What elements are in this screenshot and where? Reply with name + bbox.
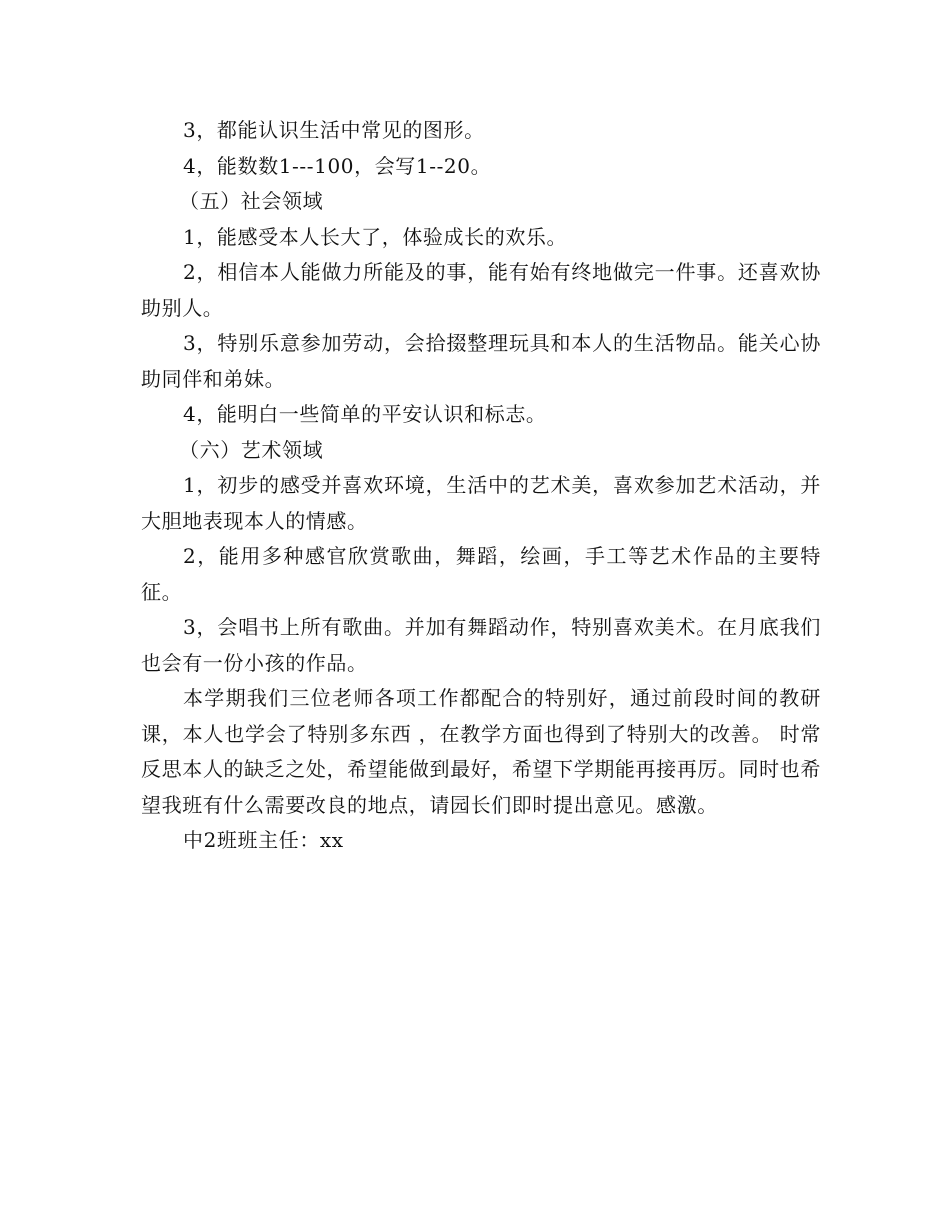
art-item-3: 3，会唱书上所有歌曲。并加有舞蹈动作，特别喜欢美术。在月底我们也会有一份小孩的作品。 xyxy=(141,615,821,675)
section-heading-art: （六）艺术领域 xyxy=(179,437,324,462)
signature-line: 中2班班主任：xx xyxy=(183,828,344,852)
social-item-2: 2，相信本人能做力所能及的事，能有始有终地做完一件事。还喜欢协助别人。 xyxy=(141,260,821,320)
math-item-3: 3，都能认识生活中常见的图形。 xyxy=(183,118,485,142)
social-item-4: 4，能明白一些简单的平安认识和标志。 xyxy=(183,402,547,426)
social-item-1: 1，能感受本人长大了，体验成长的欢乐。 xyxy=(183,224,568,249)
social-item-3: 3，特别乐意参加劳动，会拾掇整理玩具和本人的生活物品。能关心协助同伴和弟妹。 xyxy=(141,331,821,391)
math-item-4: 4，能数数1---100，会写1--20。 xyxy=(183,153,492,178)
section-heading-social: （五）社会领域 xyxy=(179,189,324,213)
summary-paragraph: 本学期我们三位老师各项工作都配合的特别好，通过前段时间的教研课，本人也学会了特别多东西 ，在教学方面也得到了特别大的改善。 时常反思本人的缺乏之处，希望能做到最好，希望下学期能再接再厉。同时也希望我班有什么需要改良的地点，请园长们即时提出意见。感激。 xyxy=(141,686,821,817)
art-item-2: 2，能用多种感官欣赏歌曲，舞蹈，绘画，手工等艺术作品的主要特征。 xyxy=(141,544,821,604)
art-item-1: 1，初步的感受并喜欢环境，生活中的艺术美，喜欢参加艺术活动，并大胆地表现本人的情感。 xyxy=(141,473,821,533)
document-body xyxy=(141,113,821,859)
